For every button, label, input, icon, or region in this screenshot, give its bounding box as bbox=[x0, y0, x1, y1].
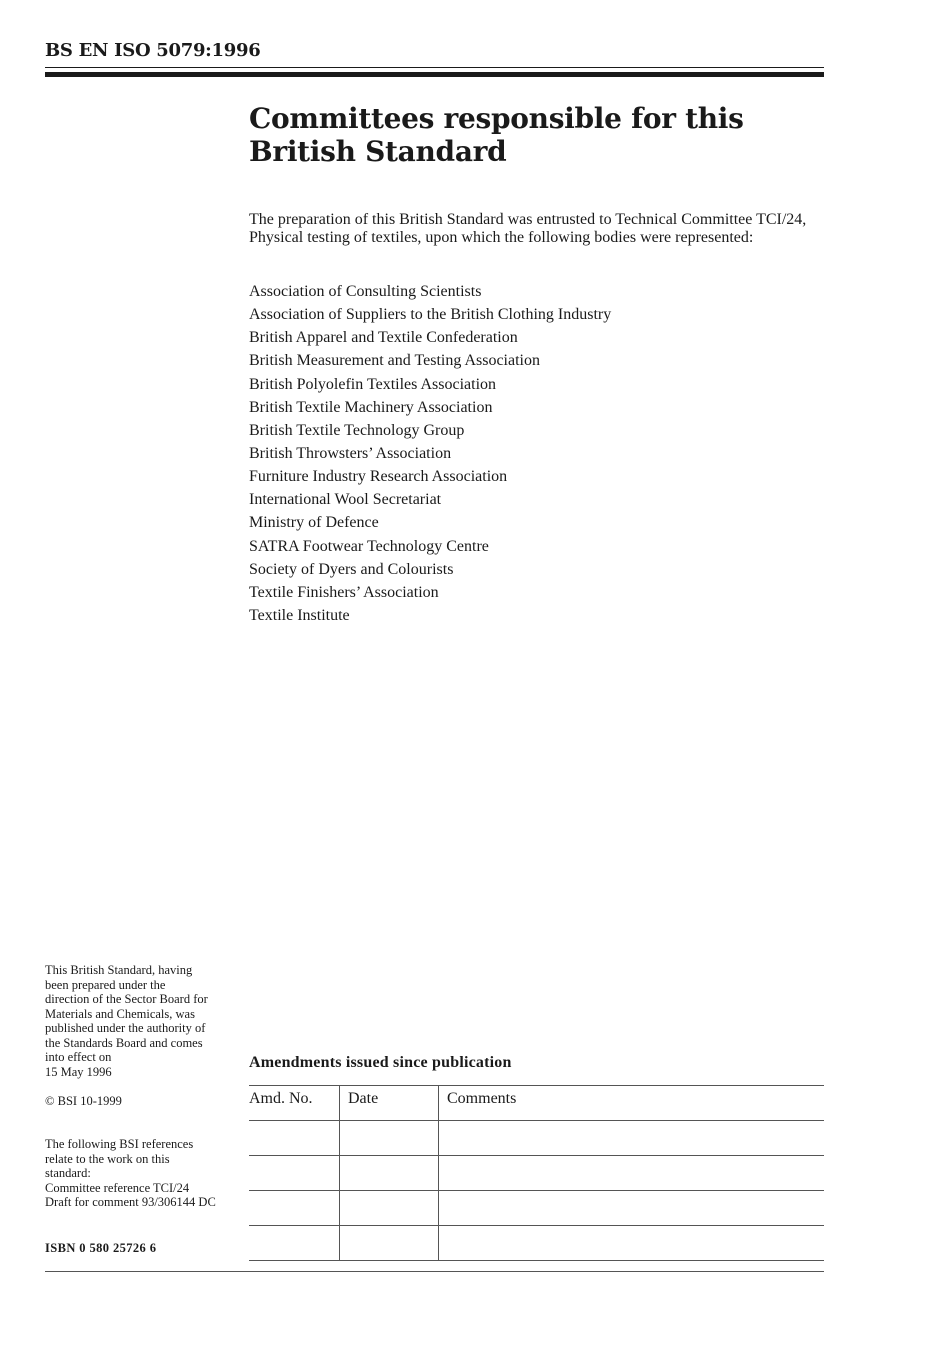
table-cell bbox=[340, 1121, 439, 1156]
list-item: British Textile Machinery Association bbox=[249, 398, 493, 416]
table-row bbox=[249, 1191, 824, 1226]
list-item: British Throwsters’ Association bbox=[249, 444, 452, 462]
footer-rule bbox=[45, 1271, 824, 1272]
statement-line: This British Standard, having bbox=[45, 963, 193, 977]
column-header-amd-no: Amd. No. bbox=[249, 1086, 340, 1121]
column-header-comments: Comments bbox=[439, 1086, 825, 1121]
list-item: Association of Consulting Scientists bbox=[249, 283, 482, 300]
list-item: Textile Finishers’ Association bbox=[249, 583, 439, 601]
table-cell bbox=[439, 1156, 825, 1191]
statement-line: been prepared under the bbox=[45, 977, 166, 992]
publication-statement bbox=[45, 963, 245, 1079]
table-cell bbox=[249, 1121, 340, 1156]
statement-line: 15 May 1996 bbox=[45, 1064, 112, 1079]
table-row bbox=[249, 1121, 824, 1156]
intro-paragraph: The preparation of this British Standard was entrusted to Technical Committee TCI/24, Physical testing of textiles, upon which the following bodies were represented: bbox=[249, 211, 807, 246]
header-thin-rule bbox=[45, 67, 824, 68]
copyright-notice: © BSI 10-1999 bbox=[45, 1094, 122, 1108]
reference-line: Committee reference TCI/24 bbox=[45, 1180, 190, 1195]
table-cell bbox=[439, 1226, 825, 1261]
reference-line: relate to the work on this bbox=[45, 1151, 170, 1166]
table-cell bbox=[340, 1156, 439, 1191]
isbn-number: ISBN 0 580 25726 6 bbox=[45, 1241, 157, 1255]
list-item: British Polyolefin Textiles Association bbox=[249, 375, 497, 393]
list-item: British Apparel and Textile Confederation bbox=[249, 329, 518, 347]
list-item: Society of Dyers and Colourists bbox=[249, 560, 454, 578]
statement-line: direction of the Sector Board for bbox=[45, 992, 208, 1006]
table-row bbox=[249, 1156, 824, 1191]
page-title-line-2: British Standard bbox=[249, 135, 507, 168]
table-cell bbox=[249, 1226, 340, 1261]
list-item: Ministry of Defence bbox=[249, 514, 379, 532]
reference-line: The following BSI references bbox=[45, 1137, 194, 1151]
table-row bbox=[249, 1226, 824, 1261]
table-cell bbox=[249, 1191, 340, 1226]
represented-bodies-list bbox=[249, 280, 611, 627]
page-title-line-1: Committees responsible for this bbox=[249, 102, 744, 135]
list-item: Textile Institute bbox=[249, 606, 350, 624]
header-thick-rule bbox=[45, 72, 824, 77]
list-item: British Textile Technology Group bbox=[249, 421, 465, 439]
standard-code: BS EN ISO 5079:1996 bbox=[45, 40, 261, 61]
table-cell bbox=[340, 1226, 439, 1261]
statement-line: into effect on bbox=[45, 1050, 112, 1064]
statement-line: published under the authority of bbox=[45, 1021, 206, 1035]
statement-line: Materials and Chemicals, was bbox=[45, 1006, 195, 1021]
table-cell bbox=[439, 1191, 825, 1226]
table-cell bbox=[439, 1121, 825, 1156]
reference-line: standard: bbox=[45, 1166, 91, 1180]
list-item: Association of Suppliers to the British Clothing Industry bbox=[249, 306, 612, 324]
reference-line: Draft for comment 93/306144 DC bbox=[45, 1195, 216, 1209]
column-header-date: Date bbox=[340, 1086, 439, 1121]
page-title bbox=[249, 102, 809, 168]
list-item: International Wool Secretariat bbox=[249, 491, 442, 509]
statement-line: the Standards Board and comes bbox=[45, 1035, 203, 1050]
amendments-heading: Amendments issued since publication bbox=[249, 1054, 512, 1071]
list-item: SATRA Footwear Technology Centre bbox=[249, 537, 489, 555]
amendments-table bbox=[249, 1085, 824, 1261]
bsi-references bbox=[45, 1137, 245, 1210]
list-item: British Measurement and Testing Association bbox=[249, 352, 540, 370]
list-item: Furniture Industry Research Association bbox=[249, 468, 508, 486]
table-cell bbox=[340, 1191, 439, 1226]
table-header-row bbox=[249, 1086, 824, 1121]
table-cell bbox=[249, 1156, 340, 1191]
